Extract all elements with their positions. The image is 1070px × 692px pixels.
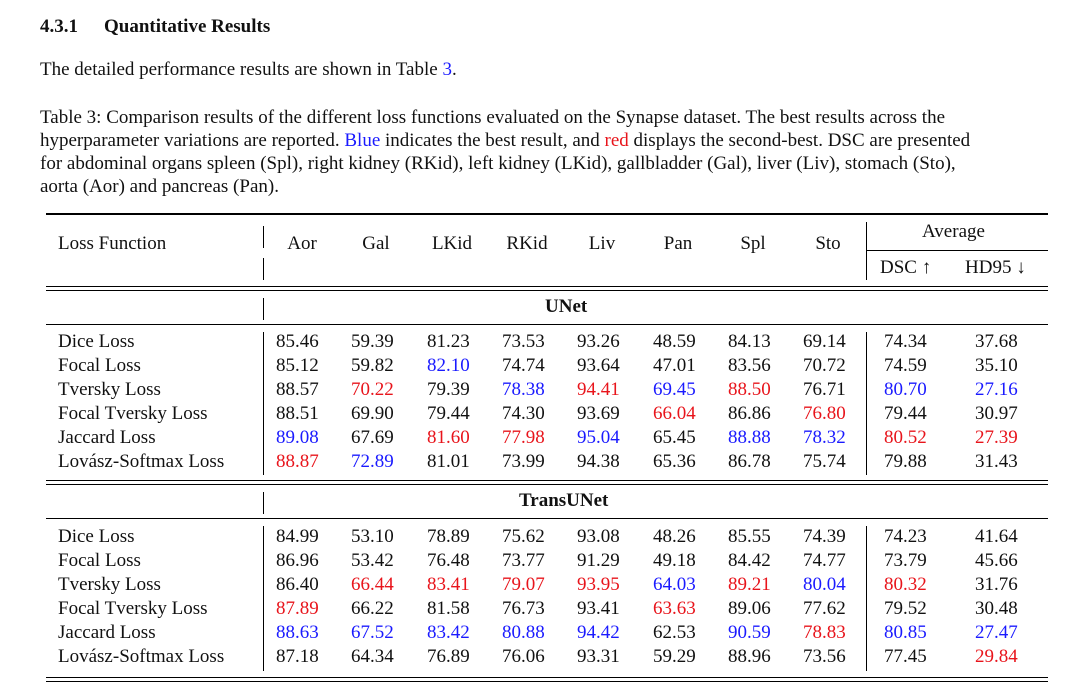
value-cell: 93.69	[577, 403, 620, 424]
header-sto: Sto	[815, 233, 841, 254]
unet-title-vline	[263, 298, 264, 320]
transunet-title-rule	[46, 518, 1048, 519]
value-cell: 74.30	[502, 403, 545, 424]
header-spl: Spl	[740, 233, 766, 254]
value-cell: 83.42	[427, 622, 470, 643]
value-cell: 73.79	[884, 550, 927, 571]
value-cell: 31.43	[975, 451, 1018, 472]
value-cell: 81.60	[427, 427, 470, 448]
value-cell: 91.29	[577, 550, 620, 571]
value-cell: 84.13	[728, 331, 771, 352]
loss-name: Lovász-Softmax Loss	[58, 451, 225, 472]
value-cell: 88.63	[276, 622, 319, 643]
value-cell: 94.41	[577, 379, 620, 400]
transunet-vline-right	[866, 526, 867, 671]
value-cell: 66.22	[351, 598, 394, 619]
value-cell: 27.47	[975, 622, 1018, 643]
loss-name: Jaccard Loss	[58, 622, 156, 643]
value-cell: 70.22	[351, 379, 394, 400]
value-cell: 84.42	[728, 550, 771, 571]
caption-red-word: red	[604, 130, 629, 151]
value-cell: 86.78	[728, 451, 771, 472]
value-cell: 67.52	[351, 622, 394, 643]
value-cell: 59.29	[653, 646, 696, 667]
header-gal: Gal	[362, 233, 390, 254]
header-loss-function: Loss Function	[58, 233, 167, 254]
value-cell: 83.56	[728, 355, 771, 376]
value-cell: 70.72	[803, 355, 846, 376]
header-vline-left-top	[263, 226, 264, 248]
value-cell: 93.41	[577, 598, 620, 619]
value-cell: 75.74	[803, 451, 846, 472]
value-cell: 29.84	[975, 646, 1018, 667]
section-title-unet: UNet	[545, 296, 588, 317]
value-cell: 72.89	[351, 451, 394, 472]
value-cell: 80.88	[502, 622, 545, 643]
section-title-transunet: TransUNet	[519, 490, 609, 511]
value-cell: 35.10	[975, 355, 1018, 376]
loss-name: Lovász-Softmax Loss	[58, 646, 225, 667]
value-cell: 79.44	[427, 403, 470, 424]
intro-text: The detailed performance results are shown in Table	[40, 59, 443, 80]
section-number: 4.3.1	[40, 16, 78, 37]
value-cell: 69.14	[803, 331, 846, 352]
value-cell: 74.77	[803, 550, 846, 571]
loss-name: Tversky Loss	[58, 574, 161, 595]
value-cell: 80.70	[884, 379, 927, 400]
value-cell: 80.32	[884, 574, 927, 595]
caption-line-2	[40, 129, 1070, 152]
value-cell: 86.40	[276, 574, 319, 595]
header-hd95: HD95 ↓	[965, 257, 1026, 278]
header-dsc: DSC ↑	[880, 257, 932, 278]
value-cell: 74.34	[884, 331, 927, 352]
loss-name: Jaccard Loss	[58, 427, 156, 448]
section-divider-rule-2	[46, 484, 1048, 485]
value-cell: 93.64	[577, 355, 620, 376]
value-cell: 64.34	[351, 646, 394, 667]
value-cell: 41.64	[975, 526, 1018, 547]
value-cell: 76.80	[803, 403, 846, 424]
header-pan: Pan	[663, 233, 693, 254]
value-cell: 88.87	[276, 451, 319, 472]
intro-end: .	[451, 59, 457, 80]
value-cell: 78.38	[502, 379, 545, 400]
value-cell: 53.42	[351, 550, 394, 571]
header-vline-left-bottom	[263, 258, 264, 280]
value-cell: 78.83	[803, 622, 846, 643]
value-cell: 86.86	[728, 403, 771, 424]
value-cell: 88.51	[276, 403, 319, 424]
value-cell: 74.74	[502, 355, 545, 376]
value-cell: 86.96	[276, 550, 319, 571]
value-cell: 80.85	[884, 622, 927, 643]
value-cell: 93.95	[577, 574, 620, 595]
value-cell: 79.44	[884, 403, 927, 424]
unet-vline-left	[263, 332, 264, 475]
value-cell: 30.48	[975, 598, 1018, 619]
value-cell: 69.90	[351, 403, 394, 424]
loss-name: Focal Tversky Loss	[58, 403, 208, 424]
value-cell: 73.56	[803, 646, 846, 667]
unet-title-rule	[46, 324, 1048, 325]
value-cell: 62.53	[653, 622, 696, 643]
section-title: Quantitative Results	[104, 16, 271, 37]
caption-line-3: for abdominal organs spleen (Spl), right kidney (RKid), left kidney (LKid), gallbladder (Gal), liver (Liv), stomach (Sto),	[40, 153, 956, 174]
section-divider-rule-1	[46, 480, 1048, 481]
transunet-title-vline	[263, 492, 264, 514]
value-cell: 73.99	[502, 451, 545, 472]
value-cell: 79.39	[427, 379, 470, 400]
caption-line-1: Table 3: Comparison results of the different loss functions evaluated on the Synapse dataset. The best results across the	[40, 107, 946, 128]
caption-text-c: displays the second-best. DSC are presented	[628, 130, 971, 151]
value-cell: 87.89	[276, 598, 319, 619]
value-cell: 49.18	[653, 550, 696, 571]
value-cell: 85.55	[728, 526, 771, 547]
value-cell: 82.10	[427, 355, 470, 376]
value-cell: 53.10	[351, 526, 394, 547]
average-subrule	[866, 250, 1048, 251]
header-average: Average	[922, 221, 985, 242]
table-bottom-rule-2	[46, 681, 1048, 682]
value-cell: 65.36	[653, 451, 696, 472]
value-cell: 63.63	[653, 598, 696, 619]
caption-text-b: indicates the best result, and	[380, 130, 605, 151]
loss-name: Dice Loss	[58, 331, 135, 352]
value-cell: 65.45	[653, 427, 696, 448]
value-cell: 30.97	[975, 403, 1018, 424]
value-cell: 78.89	[427, 526, 470, 547]
transunet-vline-left	[263, 526, 264, 671]
header-aor: Aor	[287, 233, 317, 254]
value-cell: 81.01	[427, 451, 470, 472]
value-cell: 85.46	[276, 331, 319, 352]
header-rule-1	[46, 286, 1048, 287]
header-rkid: RKid	[506, 233, 548, 254]
value-cell: 67.69	[351, 427, 394, 448]
value-cell: 66.04	[653, 403, 696, 424]
value-cell: 87.18	[276, 646, 319, 667]
value-cell: 88.96	[728, 646, 771, 667]
value-cell: 48.26	[653, 526, 696, 547]
table-ref-link[interactable]: 3	[442, 59, 452, 80]
value-cell: 81.23	[427, 331, 470, 352]
value-cell: 77.98	[502, 427, 545, 448]
value-cell: 79.07	[502, 574, 545, 595]
value-cell: 89.08	[276, 427, 319, 448]
value-cell: 88.57	[276, 379, 319, 400]
loss-name: Dice Loss	[58, 526, 135, 547]
value-cell: 94.38	[577, 451, 620, 472]
value-cell: 76.48	[427, 550, 470, 571]
value-cell: 89.06	[728, 598, 771, 619]
value-cell: 93.08	[577, 526, 620, 547]
table-bottom-rule-1	[46, 677, 1048, 678]
value-cell: 48.59	[653, 331, 696, 352]
value-cell: 81.58	[427, 598, 470, 619]
value-cell: 94.42	[577, 622, 620, 643]
table-top-rule	[46, 213, 1048, 215]
value-cell: 83.41	[427, 574, 470, 595]
value-cell: 90.59	[728, 622, 771, 643]
loss-name: Tversky Loss	[58, 379, 161, 400]
value-cell: 79.52	[884, 598, 927, 619]
value-cell: 74.23	[884, 526, 927, 547]
header-vline-right	[866, 222, 867, 280]
value-cell: 89.21	[728, 574, 771, 595]
unet-vline-right	[866, 332, 867, 475]
header-rule-2	[46, 290, 1048, 291]
value-cell: 93.26	[577, 331, 620, 352]
value-cell: 76.73	[502, 598, 545, 619]
value-cell: 77.45	[884, 646, 927, 667]
value-cell: 27.16	[975, 379, 1018, 400]
header-lkid: LKid	[431, 233, 473, 254]
value-cell: 37.68	[975, 331, 1018, 352]
value-cell: 76.06	[502, 646, 545, 667]
value-cell: 79.88	[884, 451, 927, 472]
value-cell: 80.04	[803, 574, 846, 595]
value-cell: 31.76	[975, 574, 1018, 595]
value-cell: 93.31	[577, 646, 620, 667]
value-cell: 45.66	[975, 550, 1018, 571]
caption-text-a: hyperparameter variations are reported.	[40, 130, 345, 151]
value-cell: 76.89	[427, 646, 470, 667]
value-cell: 27.39	[975, 427, 1018, 448]
loss-name: Focal Tversky Loss	[58, 598, 208, 619]
value-cell: 76.71	[803, 379, 846, 400]
value-cell: 88.88	[728, 427, 771, 448]
value-cell: 74.39	[803, 526, 846, 547]
value-cell: 64.03	[653, 574, 696, 595]
value-cell: 77.62	[803, 598, 846, 619]
caption-blue-word: Blue	[344, 130, 381, 151]
value-cell: 75.62	[502, 526, 545, 547]
value-cell: 85.12	[276, 355, 319, 376]
header-liv: Liv	[588, 233, 616, 254]
loss-name: Focal Loss	[58, 550, 141, 571]
value-cell: 73.77	[502, 550, 545, 571]
intro-paragraph	[40, 59, 457, 81]
loss-name: Focal Loss	[58, 355, 141, 376]
value-cell: 66.44	[351, 574, 394, 595]
value-cell: 69.45	[653, 379, 696, 400]
value-cell: 59.39	[351, 331, 394, 352]
caption-line-4: aorta (Aor) and pancreas (Pan).	[40, 176, 279, 197]
value-cell: 78.32	[803, 427, 846, 448]
value-cell: 95.04	[577, 427, 620, 448]
value-cell: 84.99	[276, 526, 319, 547]
value-cell: 80.52	[884, 427, 927, 448]
value-cell: 73.53	[502, 331, 545, 352]
value-cell: 74.59	[884, 355, 927, 376]
value-cell: 88.50	[728, 379, 771, 400]
value-cell: 59.82	[351, 355, 394, 376]
value-cell: 47.01	[653, 355, 696, 376]
